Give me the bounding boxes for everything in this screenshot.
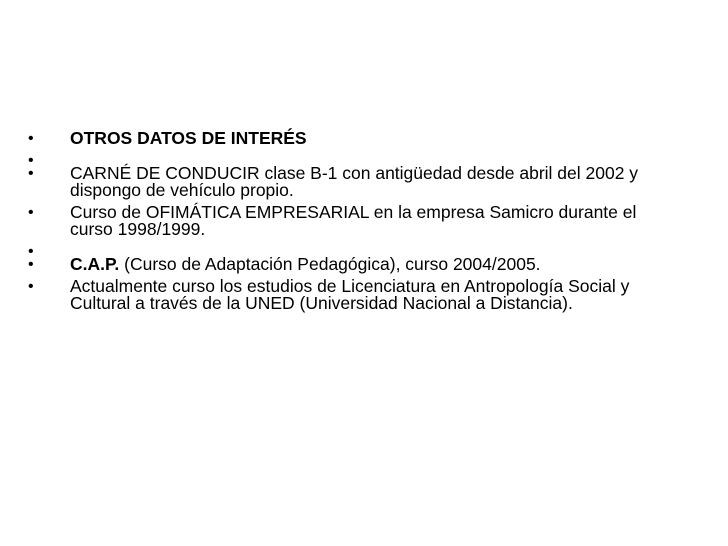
item-text: CARNÉ DE CONDUCIR clase B-1 con antigüedad desde abril del 2002 y dispongo de vehículo propio. xyxy=(70,163,639,200)
bullet-icon: • xyxy=(28,165,34,182)
bullet-item-otros-datos-heading xyxy=(28,130,668,147)
bullet-icon: • xyxy=(28,130,34,147)
bullet-item-curso-ofimatica xyxy=(28,204,668,238)
bullet-icon: • xyxy=(28,243,34,260)
cap-label: C.A.P. xyxy=(70,254,120,274)
bullet-item-cap xyxy=(28,256,668,273)
item-text: Actualmente curso los estudios de Licenciatura en Antropología Social y Cultural a través de la UNED (Universidad Nacional a Distancia). xyxy=(70,276,630,313)
item-text: (Curso de Adaptación Pedagógica), curso 2004/2005. xyxy=(119,254,541,274)
item-text: Curso de OFIMÁTICA EMPRESARIAL en la empresa Samicro durante el curso 1998/1999. xyxy=(70,202,637,239)
bullet-icon: • xyxy=(28,152,34,169)
section-heading: OTROS DATOS DE INTERÉS xyxy=(70,128,307,148)
bullet-item-carne-conducir xyxy=(28,165,668,199)
bullet-icon: • xyxy=(28,278,34,295)
bullet-item-licenciatura xyxy=(28,278,668,312)
bullet-icon: • xyxy=(28,256,34,273)
bullet-list xyxy=(28,130,668,317)
bullet-icon: • xyxy=(28,204,34,221)
